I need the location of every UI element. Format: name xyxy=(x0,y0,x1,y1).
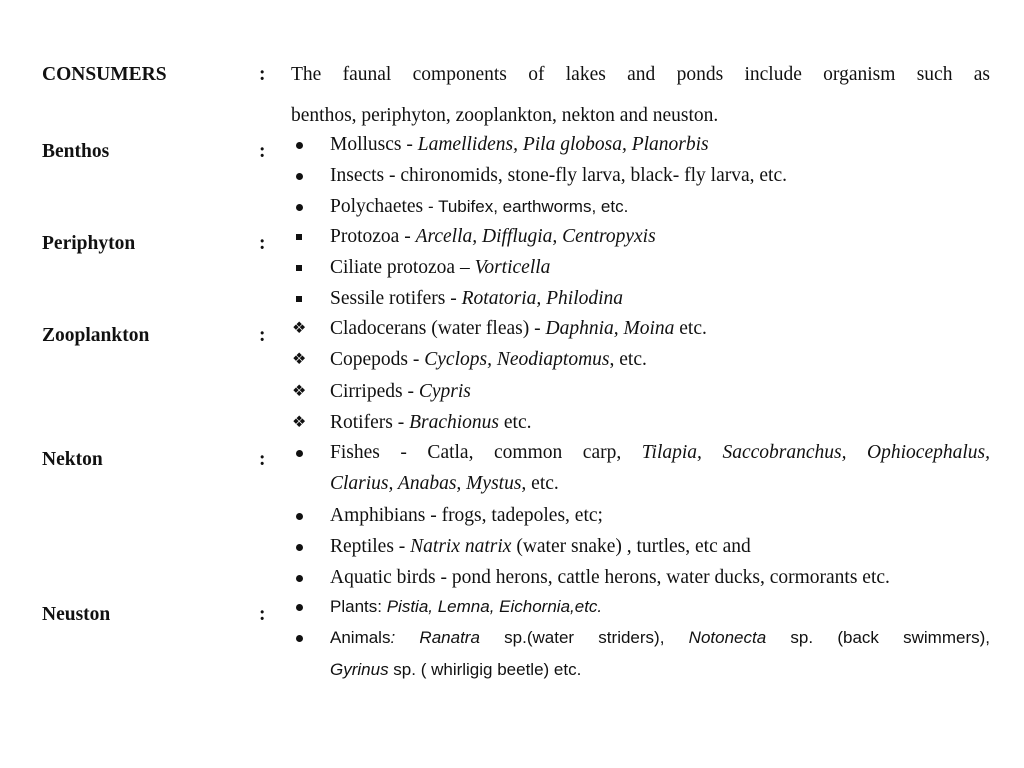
item-text: (water snake) , turtles, etc and xyxy=(511,536,751,557)
species-name: Clarius, Anabas, Mystus, xyxy=(330,473,527,494)
item-text: Fishes - Catla, common carp, xyxy=(330,442,642,463)
species-name: Gyrinus xyxy=(330,660,389,679)
bullet-diamond-icon: ❖ xyxy=(292,351,307,368)
intro-line: benthos, periphyton, zooplankton, nekton and neuston. xyxy=(291,105,719,126)
species-name: Vorticella xyxy=(474,257,551,278)
species-name: Lamellidens, Pila globosa, Planorbis xyxy=(417,134,709,155)
colon-separator: : xyxy=(259,141,266,162)
list-item xyxy=(330,134,709,156)
bullet-dot-icon xyxy=(292,505,306,527)
list-item xyxy=(330,412,531,434)
list-item xyxy=(330,165,787,187)
item-text: sp.(water striders), xyxy=(479,628,689,647)
category-label: CONSUMERS xyxy=(42,64,167,85)
list-item xyxy=(330,257,550,279)
list-item xyxy=(330,505,603,527)
list-item xyxy=(330,627,990,649)
list-item xyxy=(330,288,623,310)
species-name: Daphnia, Moina xyxy=(545,318,675,339)
species-name: Arcella, Difflugia, Centropyxis xyxy=(415,226,656,247)
bullet-diamond-icon: ❖ xyxy=(292,320,307,337)
bullet-dot-icon xyxy=(292,442,306,464)
bullet-dot-icon xyxy=(292,134,306,156)
list-item xyxy=(330,536,751,558)
item-text: Reptiles - xyxy=(330,536,411,557)
bullet-square-icon xyxy=(292,288,306,310)
item-text: Rotifers - xyxy=(330,412,410,433)
colon-separator: : xyxy=(259,604,266,625)
species-name: Notonecta xyxy=(688,628,767,647)
item-text: , etc. xyxy=(609,349,647,370)
item-text: Protozoa - xyxy=(330,226,416,247)
item-text: Cladocerans (water fleas) - xyxy=(330,318,546,339)
species-name: Cyclops, Neodiaptomus xyxy=(424,349,610,370)
item-text: Sessile rotifers - xyxy=(330,288,462,309)
item-text: etc. xyxy=(526,473,559,494)
item-text: Cirripeds - xyxy=(330,381,419,402)
bullet-dot-icon xyxy=(292,627,306,649)
species-name: Brachionus xyxy=(409,412,499,433)
species-name: Natrix natrix xyxy=(410,536,512,557)
list-item xyxy=(330,567,890,589)
bullet-dot-icon xyxy=(292,196,306,218)
list-item xyxy=(330,381,471,403)
list-item xyxy=(330,349,647,371)
item-text: Aquatic birds - pond herons, cattle herons, water ducks, cormorants etc. xyxy=(330,567,890,588)
item-text: etc. xyxy=(499,412,532,433)
list-item xyxy=(330,442,990,464)
category-label: Nekton xyxy=(42,449,103,470)
item-text: Animals xyxy=(330,628,391,647)
item-text: Polychaetes xyxy=(330,196,429,217)
bullet-diamond-icon: ❖ xyxy=(292,383,307,400)
category-label: Neuston xyxy=(42,604,111,625)
species-name: : Ranatra xyxy=(390,628,480,647)
item-text: Amphibians - frogs, tadepoles, etc; xyxy=(330,505,603,526)
item-text: Copepods - xyxy=(330,349,425,370)
list-item xyxy=(330,659,581,681)
species-name: Pistia, Lemna, Eichornia,etc. xyxy=(386,597,603,616)
item-text: Molluscs - xyxy=(330,134,418,155)
intro-line: The faunal components of lakes and ponds include organism such as xyxy=(291,64,990,85)
list-item xyxy=(330,318,707,340)
colon-separator: : xyxy=(259,233,266,254)
item-text: etc. xyxy=(674,318,707,339)
item-text: Ciliate protozoa – xyxy=(330,257,475,278)
bullet-dot-icon xyxy=(292,596,306,618)
bullet-dot-icon xyxy=(292,567,306,589)
colon-separator: : xyxy=(259,325,266,346)
list-item xyxy=(330,596,602,618)
species-name: Cypris xyxy=(418,381,471,402)
species-name: Rotatoria, Philodina xyxy=(461,288,624,309)
species-name: Tilapia, Saccobranchus, Ophiocephalus, xyxy=(641,442,990,463)
item-text: - Tubifex, earthworms, etc. xyxy=(428,197,629,216)
list-item xyxy=(330,473,559,495)
colon-separator: : xyxy=(259,64,266,85)
bullet-square-icon xyxy=(292,257,306,279)
colon-separator: : xyxy=(259,449,266,470)
list-item xyxy=(330,196,628,218)
bullet-diamond-icon: ❖ xyxy=(292,414,307,431)
bullet-dot-icon xyxy=(292,536,306,558)
item-text: Plants: xyxy=(330,597,387,616)
bullet-dot-icon xyxy=(292,165,306,187)
category-label: Benthos xyxy=(42,141,110,162)
item-text: sp. ( whirligig beetle) etc. xyxy=(388,660,582,679)
item-text: Insects - chironomids, stone-fly larva, black- fly larva, etc. xyxy=(330,165,788,186)
item-text: sp. (back swimmers), xyxy=(766,628,991,647)
category-label: Zooplankton xyxy=(42,325,150,346)
bullet-square-icon xyxy=(292,226,306,248)
category-label: Periphyton xyxy=(42,233,136,254)
list-item xyxy=(330,226,656,248)
